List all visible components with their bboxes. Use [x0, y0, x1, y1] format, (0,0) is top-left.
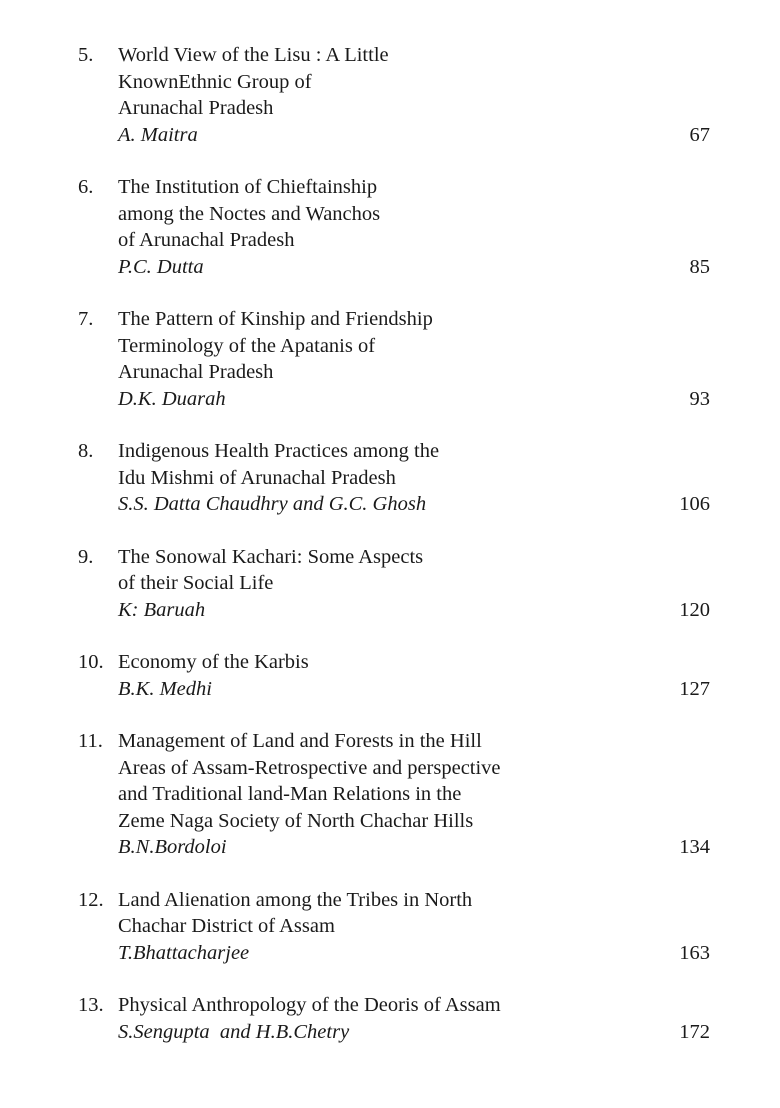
entry-title-line: Chachar District of Assam [118, 915, 335, 937]
entry-page-number: 172 [679, 1020, 710, 1043]
entry-title-line: Management of Land and Forests in the Hill [118, 730, 482, 752]
entry-page-number: 85 [689, 255, 710, 278]
toc-entry [78, 887, 718, 967]
entry-author: D.K. Duarah [118, 387, 226, 410]
entry-page-number: 120 [679, 598, 710, 621]
entry-body [118, 544, 638, 624]
entry-page-number: 134 [679, 836, 710, 858]
table-of-contents [78, 42, 718, 1045]
entry-page-number: 127 [679, 677, 710, 700]
entry-body [118, 992, 638, 1045]
entry-author: B.N.Bordoloi [118, 836, 227, 858]
entry-page-number: 163 [679, 941, 710, 964]
entry-body [118, 42, 638, 148]
entry-body [118, 728, 638, 861]
entry-author: P.C. Dutta [118, 255, 204, 278]
entry-title-line: Economy of the Karbis [118, 651, 309, 673]
entry-number: 13. [78, 994, 104, 1016]
entry-author: B.K. Medhi [118, 677, 212, 700]
entry-title-line: among the Noctes and Wanchos [118, 202, 381, 225]
entry-title-line: and Traditional land-Man Relations in the [118, 783, 462, 805]
entry-number: 11. [78, 730, 103, 752]
toc-entry [78, 728, 718, 861]
entry-body [118, 649, 638, 702]
entry-body [118, 174, 638, 280]
entry-page-number: 93 [689, 387, 710, 410]
toc-entry [78, 649, 718, 702]
entry-title-line: KnownEthnic Group of [118, 70, 312, 93]
entry-number: 6. [78, 176, 94, 198]
toc-entry [78, 438, 718, 518]
entry-number: 7. [78, 308, 94, 330]
entry-number: 8. [78, 440, 94, 462]
entry-body [118, 438, 638, 518]
entry-title-line: World View of the Lisu : A Little [118, 44, 389, 66]
entry-author: S.Sengupta and H.B.Chetry [118, 1020, 350, 1043]
entry-title-line: Zeme Naga Society of North Chachar Hills [118, 809, 474, 832]
toc-entry [78, 42, 718, 148]
entry-title-line: of Arunachal Pradesh [118, 229, 295, 251]
entry-title-line: The Sonowal Kachari: Some Aspects [118, 545, 424, 568]
entry-body [118, 887, 638, 967]
entry-title-line: Areas of Assam-Retrospective and perspective [118, 756, 501, 779]
entry-body [118, 306, 638, 412]
entry-title-line: Arunachal Pradesh [118, 361, 274, 383]
entry-page-number: 67 [689, 123, 710, 146]
toc-entry [78, 992, 718, 1045]
entry-title-line: Indigenous Health Practices among the [118, 440, 440, 462]
entry-number: 10. [78, 651, 104, 673]
entry-number: 5. [78, 44, 94, 66]
entry-author: A. Maitra [118, 123, 198, 146]
entry-title-line: of their Social Life [118, 572, 274, 594]
entry-title-line: Arunachal Pradesh [118, 97, 274, 119]
entry-number: 9. [78, 545, 94, 568]
entry-title-line: Idu Mishmi of Arunachal Pradesh [118, 466, 396, 489]
entry-author: K: Baruah [118, 598, 206, 621]
entry-title-line: Physical Anthropology of the Deoris of Assam [118, 994, 501, 1016]
toc-entry [78, 544, 718, 624]
entry-page-number: 106 [679, 493, 710, 515]
toc-entry [78, 174, 718, 280]
entry-number: 12. [78, 888, 104, 911]
toc-entry [78, 306, 718, 412]
entry-title-line: Land Alienation among the Tribes in North [118, 888, 473, 911]
entry-title-line: The Institution of Chieftainship [118, 176, 378, 198]
entry-author: T.Bhattacharjee [118, 941, 250, 964]
entry-title-line: Terminology of the Apatanis of [118, 334, 376, 357]
entry-title-line: The Pattern of Kinship and Friendship [118, 308, 433, 330]
entry-author: S.S. Datta Chaudhry and G.C. Ghosh [118, 493, 427, 515]
